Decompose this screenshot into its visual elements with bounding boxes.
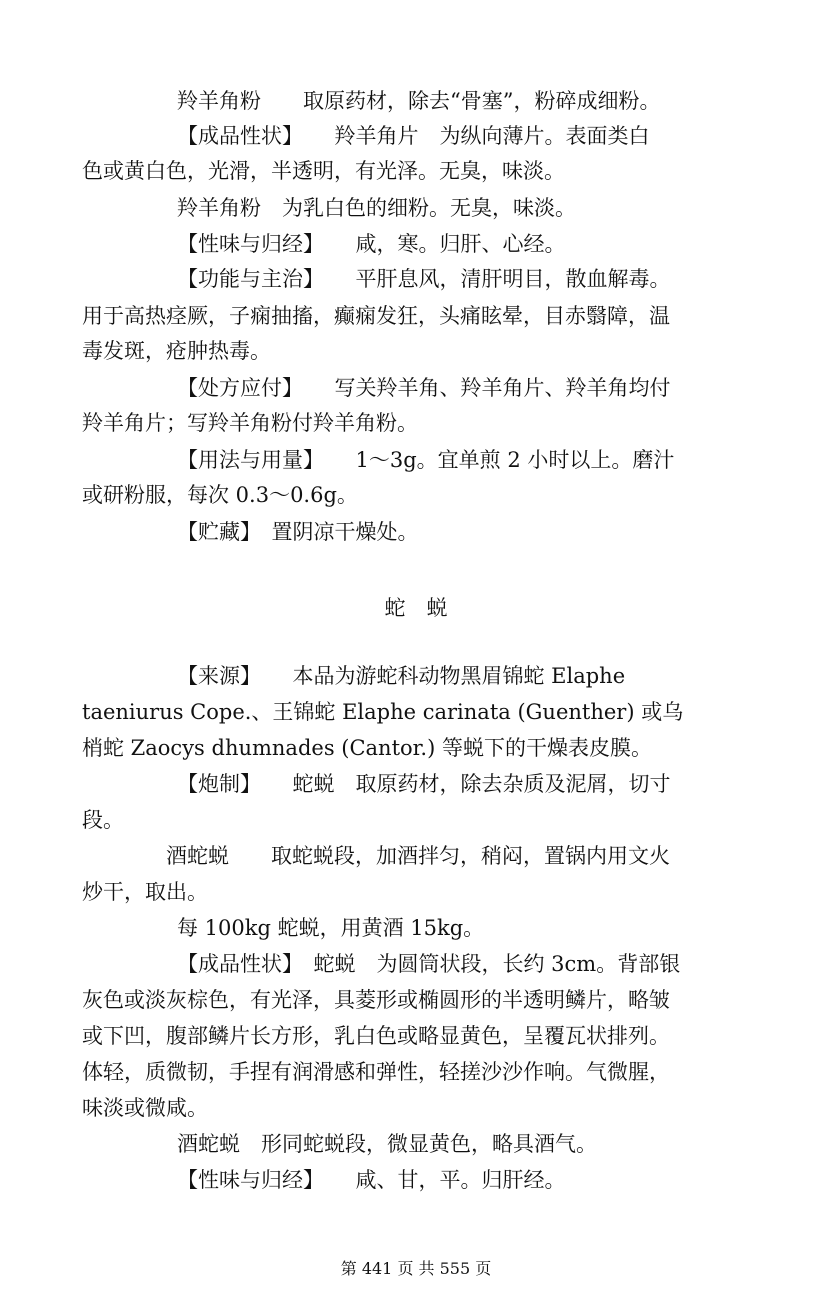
text-line: 【成品性状】 羚羊角片 为纵向薄片。表面类白 xyxy=(177,124,650,148)
text-line: 味淡或微咸。 xyxy=(82,1096,208,1120)
text-line: 【功能与主治】 平肝息风，清肝明目，散血解毒。 xyxy=(177,267,671,291)
text-line: 羚羊角片；写羚羊角粉付羚羊角粉。 xyxy=(82,411,418,435)
text-line: 【炮制】 蛇蜕 取原药材，除去杂质及泥屑，切寸 xyxy=(177,772,671,796)
text-line: 梢蛇 Zaocys dhumnades (Cantor.) 等蜕下的干燥表皮膜。 xyxy=(82,736,652,760)
text-line: 段。 xyxy=(82,808,124,832)
text-line: 【性味与归经】 咸、甘，平。归肝经。 xyxy=(177,1168,566,1192)
text-line: 或下凹，腹部鳞片长方形，乳白色或略显黄色，呈覆瓦状排列。 xyxy=(82,1024,670,1048)
page-footer: 第 441 页 共 555 页 xyxy=(340,1259,492,1278)
text-line: 羚羊角粉 取原药材，除去“骨塞”，粉碎成细粉。 xyxy=(177,89,661,113)
text-line: 【成品性状】 蛇蜕 为圆筒状段，长约 3cm。背部银 xyxy=(177,952,681,976)
text-line: 每 100kg 蛇蜕，用黄酒 15kg。 xyxy=(177,916,485,940)
text-line: 炒干，取出。 xyxy=(82,880,208,904)
text-line: 酒蛇蜕 形同蛇蜕段，微显黄色，略具酒气。 xyxy=(177,1132,597,1156)
text-line: 体轻，质微韧，手捏有润滑感和弹性，轻搓沙沙作响。气微腥， xyxy=(82,1060,670,1084)
text-line: 酒蛇蜕 取蛇蜕段，加酒拌匀，稍闷，置锅内用文火 xyxy=(166,844,670,868)
text-line: 或研粉服，每次 0.3～0.6g。 xyxy=(82,483,358,507)
text-line: 毒发斑，疮肿热毒。 xyxy=(82,339,271,363)
text-line: 【贮藏】 置阴凉干燥处。 xyxy=(177,520,419,544)
text-line: 用于高热痉厥，子痫抽搐，癫痫发狂，头痛眩晕，目赤翳障，温 xyxy=(82,304,670,328)
section-heading: 蛇 蜕 xyxy=(384,596,448,620)
text-line: 灰色或淡灰棕色，有光泽，具菱形或椭圆形的半透明鳞片，略皱 xyxy=(82,988,670,1012)
text-line: 【性味与归经】 咸，寒。归肝、心经。 xyxy=(177,232,566,256)
text-line: 【来源】 本品为游蛇科动物黑眉锦蛇 Elaphe xyxy=(177,664,626,688)
text-line: 【用法与用量】 1～3g。宜单煎 2 小时以上。磨汁 xyxy=(177,448,675,472)
text-line: 色或黄白色，光滑，半透明，有光泽。无臭，味淡。 xyxy=(82,159,565,183)
text-line: 羚羊角粉 为乳白色的细粉。无臭，味淡。 xyxy=(177,196,576,220)
text-line: 【处方应付】 写关羚羊角、羚羊角片、羚羊角均付 xyxy=(177,376,671,400)
text-line: taeniurus Cope.、王锦蛇 Elaphe carinata (Guenther) 或乌 xyxy=(82,700,684,724)
